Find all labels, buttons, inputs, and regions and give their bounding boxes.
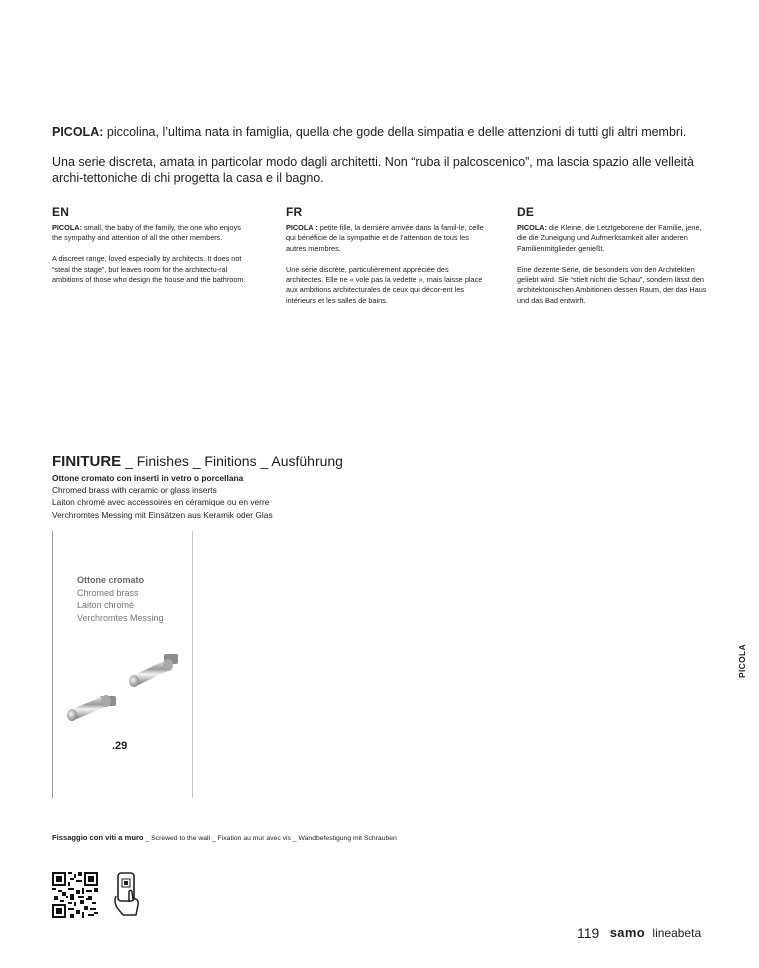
product-name-it: Ottone cromato [77,575,145,585]
phone-scan-icon [112,872,142,916]
card-divider-right [192,531,193,798]
column-fr-paragraph-1 [286,223,486,254]
finishes-title-bold: FINITURE [52,453,122,470]
column-en-p1-text: small, the baby of the family, the one who enjoys the sympathy and attention of all the other members. [52,223,241,243]
finishes-sub-en: Chromed brass with ceramic or glass inserts [52,485,217,496]
column-fr-lead: PICOLA : [286,223,318,232]
fixing-info [52,833,397,844]
product-name-de: Verchromtes Messing [77,612,164,623]
side-section-label [722,640,759,680]
column-de-heading: DE [517,205,535,219]
column-fr [286,205,486,317]
fixing-bold: Fissaggio con viti a muro [52,833,144,842]
column-de [517,205,713,317]
column-en [52,205,252,296]
column-en-paragraph-1 [52,223,252,244]
column-en-paragraph-2: A discreet range, loved especially by architects. It does not “steal the stage”, but leaves room for the architectu-ral ambitions of those who design the house and the bathroom. [52,254,246,285]
column-fr-heading: FR [286,205,303,219]
finishes-sub-de: Verchromtes Messing mit Einsätzen aus Keramik oder Glas [52,509,273,520]
brand-logo: samo [609,925,645,941]
column-en-lead: PICOLA: [52,223,82,232]
finishes-title-rest: _ Finishes _ Finitions _ Ausführung [121,453,343,469]
finishes-title [52,452,343,471]
column-fr-p1-text: petite fille, la dernière arrivée dans la famil-le, celle qui bénéficie de la sympathie et de l’attention de tous les autres membres. [286,223,484,253]
intro-paragraph-it [52,124,732,140]
intro-lead-text: piccolina, l’ultima nata in famiglia, quella che gode della simpatia e delle attenzioni di tutti gli altri membri. [103,125,687,139]
finishes-sub-it: Ottone cromato con inserti in vetro o porcellana [52,473,244,483]
finishes-sub-fr: Laiton chromé avec accessoires en céramique ou en verre [52,497,270,508]
product-code: .29 [112,740,128,752]
intro-lead-bold: PICOLA: [52,125,104,139]
brand-line: lineabeta [652,925,702,940]
column-en-heading: EN [52,205,70,219]
finishes-subtitle [52,472,273,521]
qr-code-icon[interactable] [52,872,98,918]
product-name-fr: Laiton chromé [77,600,135,610]
intro-paragraph-it-2: Una serie discreta, amata in particolar modo dagli architetti. Non “ruba il palcoscenico”, ma lascia spazio alle velleità archi-tettoniche di chi progetta la casa e il bagno. [52,155,694,185]
card-divider-left [52,531,53,798]
product-finish-names [77,574,164,624]
product-name-en: Chromed brass [77,587,139,598]
page-number: 119 [577,924,600,941]
column-fr-paragraph-2: Une série discrète, particulièrement appréciée des architectes. Elle ne « vole pas la vedette », mais laisse place aux ambitions architecturales de ceux qui décor-ent les intérieurs et les salles de bains. [286,264,483,305]
side-label-text: PICOLA [737,644,747,678]
wall-hook-pair-icon [60,640,190,730]
column-de-paragraph-2: Eine dezente Serie, die besonders von den Architekten geliebt wird. Sie “stielt nicht die Schau”, sondern lässt den architektonischen Ambitionen dessen Raum, der das Haus und das Bad entwirft. [517,264,707,305]
page-footer [577,924,701,946]
column-de-paragraph-1 [517,223,713,254]
fixing-rest: _ Screwed to the wall _ Fixation au mur avec vis _ Wandbefestigung mit Schrauben [143,835,397,842]
column-de-p1-text: die Kleine, die Letztgeborene der Familie, jene, die die Zuneigung und Aufmerksamkeit aller anderen Familienmitglieder genießt. [517,223,702,253]
column-de-lead: PICOLA: [517,223,547,232]
